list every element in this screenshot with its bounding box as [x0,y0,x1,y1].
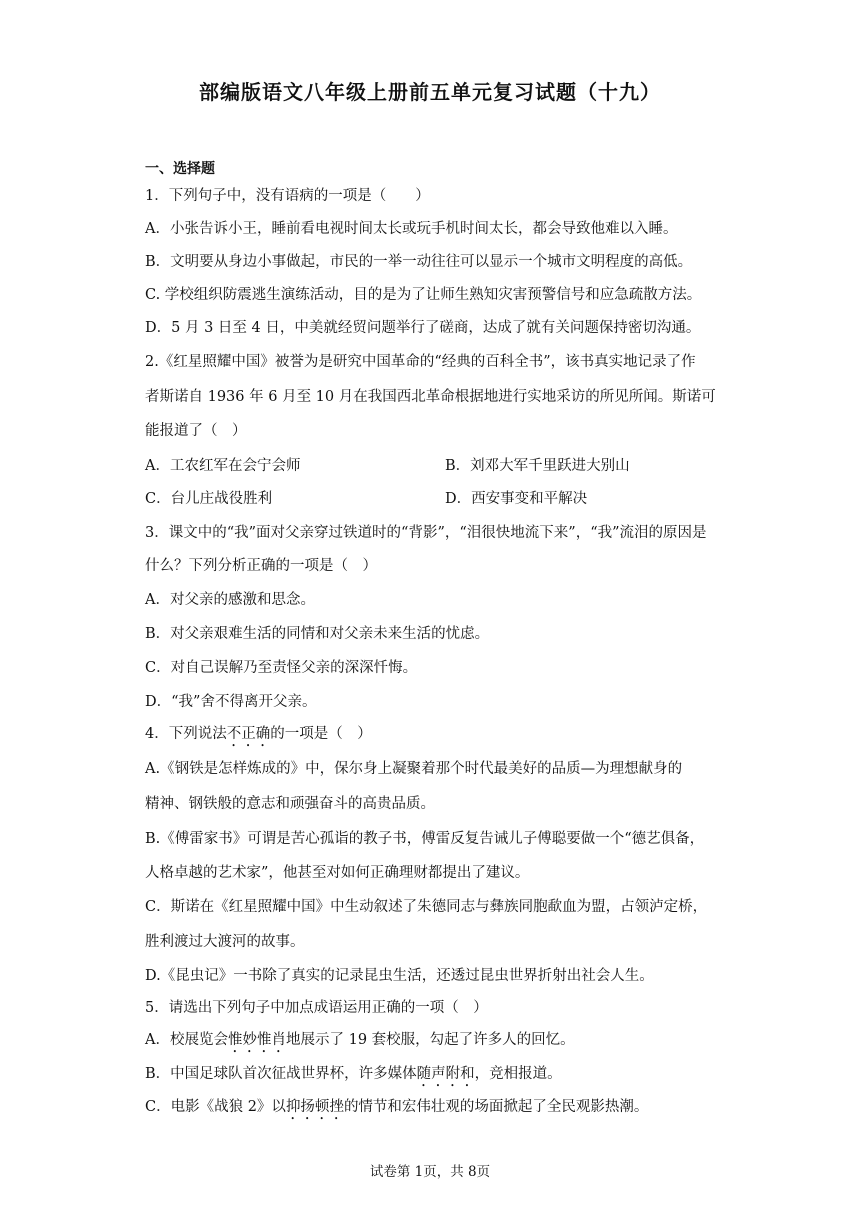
q4-stem-suffix: 的一项是（ ） [270,726,372,742]
q2-option-a: A．工农红军在会宁会师 [145,458,301,474]
q4-option-a-line-1: A.《钢铁是怎样炼成的》中，保尔身上凝聚着那个时代最美好的品质—为理想献身的 [145,761,683,777]
q4-stem-emphasis: 不正确 [226,726,271,742]
q3-stem-line-1: 3．课文中的“我”面对父亲穿过铁道时的“背影”，“泪很快地流下来”，“我”流泪的原因是 [145,525,707,541]
q5-option-c-suffix: 的情节和宏伟壮观的场面掀起了全民观影热潮。 [343,1099,649,1115]
q5-option-b [145,1064,725,1090]
q2-option-c: C．台儿庄战役胜利 [145,491,273,507]
q1-option-d: D．5 月 3 日至 4 日，中美就经贸问题举行了磋商，达成了就有关问题保持密切沟通。 [145,320,701,336]
q1-option-b: B．文明要从身边小事做起，市民的一举一动往往可以显示一个城市文明程度的高低。 [145,254,693,270]
q4-option-c-line-1: C．斯诺在《红星照耀中国》中生动叙述了朱德同志与彝族同胞歃血为盟，占领泸定桥， [145,899,708,915]
page-footer: 试卷第 1页，共 8页 [369,1164,491,1180]
q1-option-a: A．小张告诉小王，睡前看电视时间太长或玩手机时间太长，都会导致他难以入睡。 [145,221,678,237]
q2-option-d: D．西安事变和平解决 [445,491,588,507]
q4-option-c-line-2: 胜利渡过大渡河的故事。 [145,934,305,950]
q1-option-c: C. 学校组织防震逃生演练活动，目的是为了让师生熟知灾害预警信号和应急疏散方法。 [145,287,702,303]
q2-stem-line-2: 者斯诺自 1936 年 6 月至 10 月在我国西北革命根据地进行实地采访的所见所闻。斯诺可 [145,389,716,405]
q3-option-d: D．“我”舍不得离开父亲。 [145,694,317,710]
q5-stem: 5．请选出下列句子中加点成语运用正确的一项（ ） [145,1000,488,1016]
q5-option-b-suffix: ，竞相报道。 [474,1066,562,1082]
q2-stem-line-1: 2.《红星照耀中国》被誉为是研究中国革命的“经典的百科全书”，该书真实地记录了作 [145,354,696,370]
q4-option-a-line-2: 精神、钢铁般的意志和顽强奋斗的高贵品质。 [145,796,435,812]
q2-option-b: B．刘邓大军千里跃进大别山 [445,458,630,474]
q5-option-c-prefix: C．电影《战狼 2》以 [145,1099,286,1115]
section-heading: 一、选择题 [145,161,215,177]
q5-option-a-prefix: A．校展览会 [145,1032,228,1048]
q4-option-d: D.《昆虫记》一书除了真实的记录昆虫生活，还透过昆虫世界折射出社会人生。 [145,968,654,984]
q5-option-a-suffix: 地展示了 19 套校服，勾起了许多人的回忆。 [285,1032,575,1048]
q3-option-b: B．对父亲艰难生活的同情和对父亲未来生活的忧虑。 [145,626,490,642]
q5-option-b-idiom: 随声附和 [416,1066,475,1082]
q3-stem-line-2: 什么？下列分析正确的一项是（ ） [145,558,377,574]
q5-option-a-idiom: 惟妙惟肖 [227,1032,286,1048]
q3-option-a: A．对父亲的感激和思念。 [145,592,315,608]
q2-stem-line-3: 能报道了（ ） [145,423,247,439]
q4-option-b-line-2: 人格卓越的艺术家”，他甚至对如何正确理财都提出了建议。 [145,865,530,881]
q5-option-c-idiom: 抑扬顿挫 [285,1099,344,1115]
q4-stem-prefix: 4．下列说法 [145,726,227,742]
q3-option-c: C．对自己误解乃至责怪父亲的深深忏悔。 [145,660,418,676]
q5-option-c [145,1097,725,1123]
q4-option-b-line-1: B.《傅雷家书》可谓是苦心孤诣的教子书，傅雷反复告诫儿子傅聪要做一个“德艺俱备， [145,831,705,847]
q4-stem [145,724,725,750]
q5-option-a [145,1030,725,1056]
page-title: 部编版语文八年级上册前五单元复习试题（十九） [199,80,661,104]
q1-stem: 1．下列句子中，没有语病的一项是（ ） [145,188,430,204]
q5-option-b-prefix: B．中国足球队首次征战世界杯，许多媒体 [145,1066,417,1082]
